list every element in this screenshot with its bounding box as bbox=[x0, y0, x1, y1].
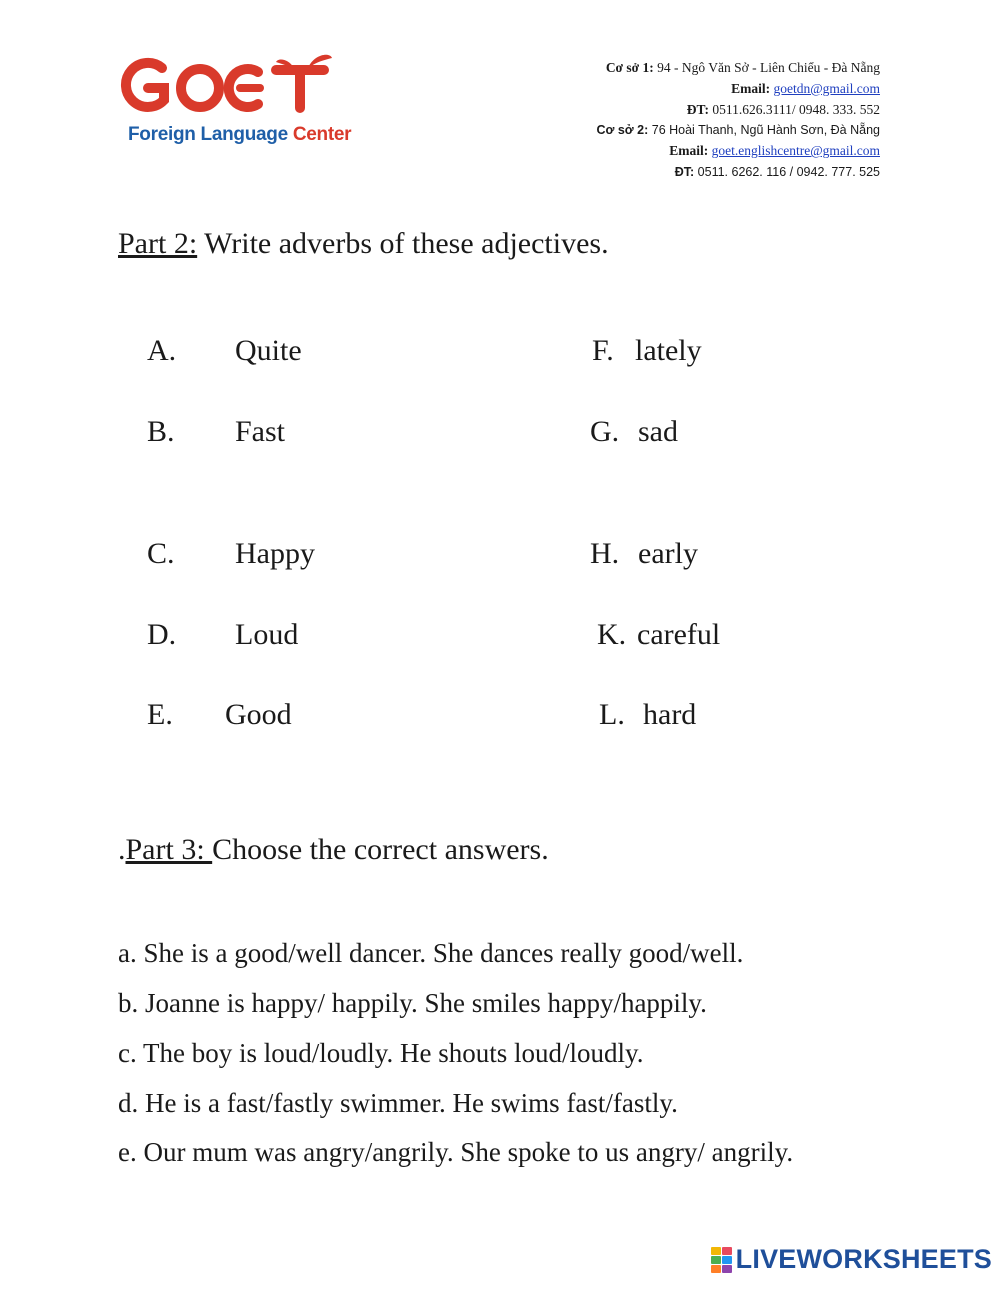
item-letter: B. bbox=[147, 415, 175, 448]
goet-logo-mark bbox=[118, 50, 348, 122]
contact-info bbox=[596, 58, 880, 183]
email2-line: Email: goet.englishcentre@gmail.com bbox=[669, 143, 880, 159]
item-letter: D. bbox=[147, 618, 177, 651]
adjective-word: lately bbox=[635, 334, 702, 367]
item-letter: L. bbox=[599, 698, 625, 731]
phone2-line: ĐT: 0511. 6262. 116 / 0942. 777. 525 bbox=[674, 164, 880, 179]
adjective-word: early bbox=[638, 537, 698, 570]
choice-sentence-d: d. He is a fast/fastly swimmer. He swims fast/fastly. bbox=[118, 1088, 678, 1118]
email1-link[interactable]: goetdn@gmail.com bbox=[773, 80, 880, 96]
adjective-word: Fast bbox=[235, 415, 286, 448]
part3-heading: .Part 3: Choose the correct answers. bbox=[118, 833, 549, 866]
choice-sentence-e: e. Our mum was angry/angrily. She spoke to us angry/ angrily. bbox=[118, 1137, 794, 1167]
phone1-line: ĐT: 0511.626.3111/ 0948. 333. 552 bbox=[686, 101, 880, 117]
email2-link[interactable]: goet.englishcentre@gmail.com bbox=[711, 143, 880, 159]
item-letter: A. bbox=[147, 334, 177, 367]
item-letter: F. bbox=[592, 334, 614, 367]
part2-heading: Part 2: Write adverbs of these adjectives. bbox=[118, 227, 609, 260]
item-letter: K. bbox=[597, 618, 627, 651]
adjective-word: Loud bbox=[235, 618, 299, 651]
adjective-word: Good bbox=[225, 698, 292, 731]
adjective-word: careful bbox=[637, 618, 721, 651]
adjective-word: Happy bbox=[235, 537, 315, 570]
logo-subtitle: Foreign Language Center bbox=[128, 124, 352, 145]
email1-line: Email: goetdn@gmail.com bbox=[731, 80, 880, 96]
item-letter: E. bbox=[147, 698, 173, 731]
choice-sentence-c: c. The boy is loud/loudly. He shouts loud/loudly. bbox=[118, 1038, 644, 1068]
item-letter: G. bbox=[590, 415, 620, 448]
liveworksheets-logo-icon bbox=[711, 1247, 732, 1273]
liveworksheets-watermark[interactable] bbox=[711, 1244, 992, 1275]
choice-sentence-a: a. She is a good/well dancer. She dances really good/well. bbox=[118, 938, 744, 968]
liveworksheets-brand: LIVEWORKSHEETS bbox=[735, 1244, 992, 1274]
branch2-line: Cơ sở 2: 76 Hoài Thanh, Ngũ Hành Sơn, Đà Nẵng bbox=[596, 123, 880, 138]
branch1-line: Cơ sở 1: 94 - Ngô Văn Sở - Liên Chiểu - Đà Nẵng bbox=[605, 60, 880, 75]
adjective-word: sad bbox=[638, 415, 678, 448]
item-letter: H. bbox=[590, 537, 620, 570]
item-letter: C. bbox=[147, 537, 175, 570]
goet-logo bbox=[118, 50, 352, 160]
choice-sentence-b: b. Joanne is happy/ happily. She smiles happy/happily. bbox=[118, 988, 707, 1018]
adjective-word: hard bbox=[643, 698, 697, 731]
adjective-word: Quite bbox=[235, 334, 302, 367]
